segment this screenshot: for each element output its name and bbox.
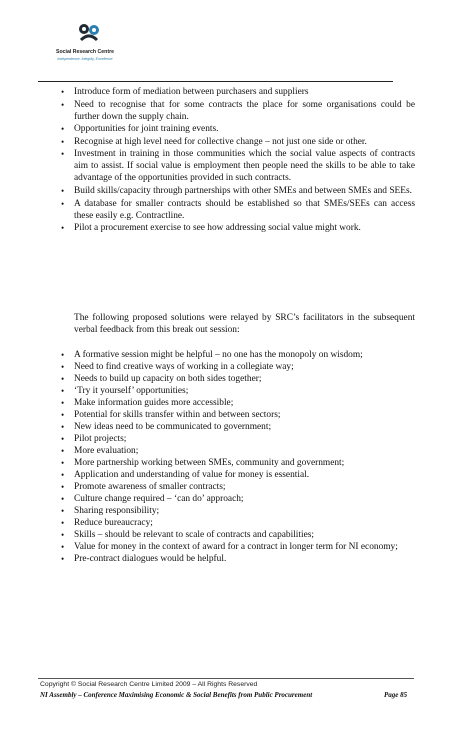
- list-item: • Make information guides more accessible;: [61, 398, 234, 408]
- list-item: • Introduce form of mediation between purchasers and suppliers: [61, 87, 309, 97]
- logo-tagline: Independence, Integrity, Excellence: [57, 57, 113, 61]
- list-item: • Need to recognise that for some contracts the place for some organisations could be further down the supply chain.: [61, 99, 415, 122]
- bullet-icon: •: [61, 149, 65, 160]
- page-number: Page 85: [384, 691, 408, 699]
- bullet-icon: •: [61, 518, 65, 528]
- bullet-icon: •: [61, 398, 65, 408]
- footer-document-title: NI Assembly – Conference Maximising Economic & Social Benefits from Public Procurement: [40, 691, 313, 699]
- bullet-icon: •: [61, 99, 65, 110]
- bullet-list-solutions: [61, 349, 415, 565]
- bullet-icon: •: [61, 458, 65, 468]
- list-item: • ‘Try it yourself’ opportunities;: [61, 386, 189, 396]
- bullet-icon: •: [61, 223, 65, 234]
- list-item: • A database for smaller contracts should be established so that SMEs/SEEs can access these easily e.g. Contractline.: [61, 198, 415, 221]
- bullet-icon: •: [61, 87, 65, 97]
- list-item: • Reduce bureaucracy;: [61, 518, 153, 528]
- footer-rule: [38, 678, 414, 679]
- list-item: • Application and understanding of value for money is essential.: [61, 470, 310, 480]
- intro-paragraph: The following proposed solutions were relayed by SRC’s facilitators in the subsequent verbal feedback from this break out session:: [74, 313, 415, 335]
- bullet-icon: •: [61, 542, 65, 552]
- list-item: • Opportunities for joint training events.: [61, 124, 219, 135]
- list-item: • Investment in training in those communities which the social value aspects of contracts aim to assist. If social value is employment then people need the skills to be able to take advantage of the opportunities provided in such contracts.: [61, 149, 415, 184]
- bullet-icon: •: [61, 434, 65, 444]
- bullet-icon: •: [61, 136, 65, 147]
- list-item: • Needs to build up capacity on both sides together;: [61, 374, 262, 384]
- bullet-icon: •: [61, 554, 65, 564]
- bullet-icon: •: [61, 198, 65, 209]
- logo-icon: [77, 22, 101, 46]
- list-item: • Potential for skills transfer within and between sectors;: [61, 410, 281, 420]
- list-item: • More evaluation;: [61, 446, 139, 456]
- bullet-icon: •: [61, 410, 65, 420]
- bullet-icon: •: [61, 362, 65, 372]
- bullet-icon: •: [61, 124, 65, 135]
- bullet-icon: •: [61, 446, 65, 456]
- copyright-text: Copyright © Social Research Centre Limited 2009 – All Rights Reserved: [40, 681, 258, 688]
- bullet-icon: •: [61, 494, 65, 504]
- list-item: • Promote awareness of smaller contracts;: [61, 482, 226, 492]
- bullet-list-challenges: [61, 86, 415, 235]
- bullet-icon: •: [61, 374, 65, 384]
- list-item: • Skills – should be relevant to scale of contracts and capabilities;: [61, 530, 315, 540]
- bullet-icon: •: [61, 422, 65, 432]
- list-item: • Culture change required – ‘can do’ approach;: [61, 494, 244, 504]
- bullet-icon: •: [61, 470, 65, 480]
- list-item: • Pilot projects;: [61, 434, 127, 444]
- list-item: • Value for money in the context of award for a contract in longer term for NI economy;: [61, 542, 398, 552]
- list-item: • A formative session might be helpful – no one has the monopoly on wisdom;: [61, 350, 363, 360]
- list-item: • Sharing responsibility;: [61, 506, 160, 516]
- bullet-icon: •: [61, 506, 65, 516]
- logo-name: Social Research Centre: [56, 49, 114, 55]
- bullet-icon: •: [61, 386, 65, 396]
- bullet-icon: •: [61, 530, 65, 540]
- list-item: • Need to find creative ways of working in a collegiate way;: [61, 362, 294, 372]
- header-rule: [38, 81, 393, 82]
- list-item: • Pilot a procurement exercise to see how addressing social value might work.: [61, 223, 361, 234]
- social-research-centre-logo: [50, 22, 120, 68]
- bullet-icon: •: [61, 350, 65, 360]
- list-item: • Pre-contract dialogues would be helpful.: [61, 554, 227, 564]
- list-item: • Build skills/capacity through partnerships with other SMEs and between SMEs and SEEs.: [61, 185, 412, 196]
- list-item: • Recognise at high level need for collective change – not just one side or other.: [61, 136, 367, 147]
- list-item: • More partnership working between SMEs, community and government;: [61, 458, 345, 468]
- list-item: • New ideas need to be communicated to government;: [61, 422, 272, 432]
- bullet-icon: •: [61, 185, 65, 196]
- bullet-icon: •: [61, 482, 65, 492]
